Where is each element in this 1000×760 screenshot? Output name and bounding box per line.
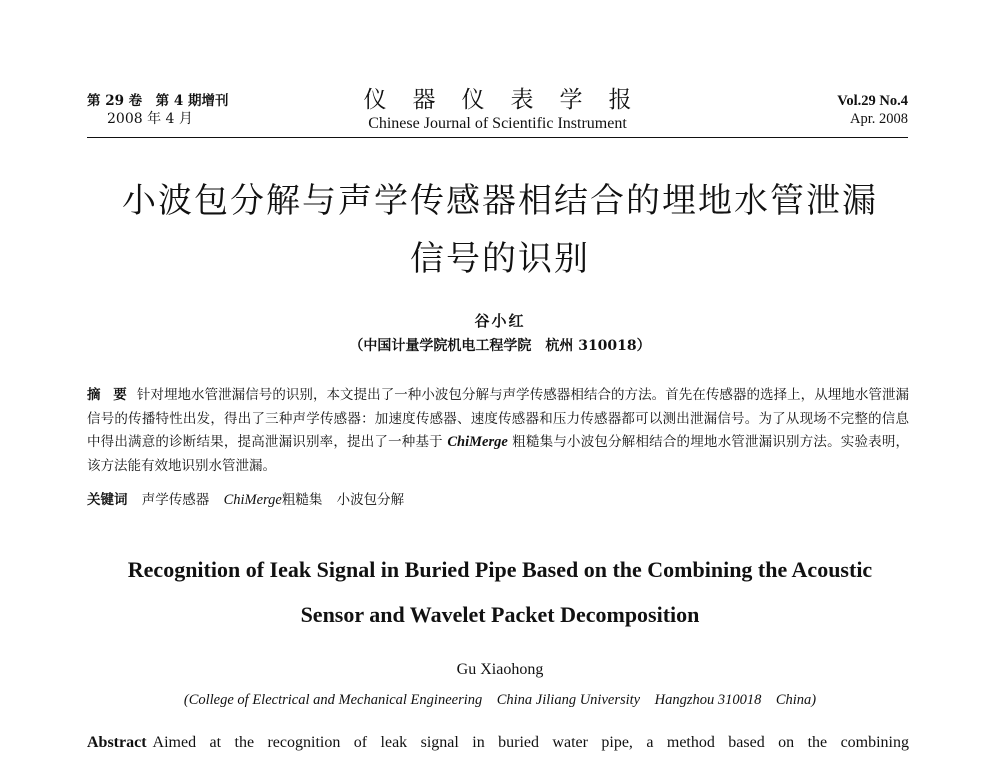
abstract-cn-label: 摘 要	[87, 387, 131, 403]
title-en-line1: Recognition of Ieak Signal in Buried Pipe Based on the Combining the Acoustic	[127, 557, 873, 582]
abstract-cn-text-1: 针对埋地水管泄漏信号的识别，本文提出了一种小波包分解与声学传感器相结合的方法。首先在传感器的选择上，从埋地水管泄漏信号的传播特性出发，得出了三种声学传感器：加速度传感器、速度传感器和压力传感器都可以测出泄漏信号。为了从现场不完整的信息中得出满意的诊断结果，提高泄漏识别率，提出了一种基于	[87, 387, 909, 450]
title-cn-line1: 小波包分解与声学传感器相结合的埋地水管泄漏	[122, 181, 878, 221]
volume-issue-cn: 第 29 卷 第 4 期增刊	[87, 93, 229, 109]
abstract-en-label: Abstract	[87, 734, 147, 751]
title-en-line2: Sensor and Wavelet Packet Decomposition	[300, 602, 700, 627]
journal-header	[87, 87, 908, 138]
keyword-1: 声学传感器	[141, 492, 210, 508]
keyword-2-term: ChiMerge	[223, 492, 282, 508]
title-cn	[60, 172, 940, 288]
keyword-3: 小波包分解	[336, 492, 405, 508]
volume-issue-en: Vol.29 No.4	[837, 93, 908, 109]
date-en: Apr. 2008	[850, 111, 908, 127]
author-cn: 谷小红	[474, 312, 526, 330]
title-en	[40, 547, 960, 637]
date-cn: 2008 年 4 月	[107, 111, 193, 127]
abstract-cn-term: ChiMerge	[447, 434, 508, 450]
abstract-cn	[87, 384, 909, 478]
author-en: Gu Xiaohong	[456, 661, 544, 678]
keywords-cn	[87, 490, 414, 510]
affiliation-cn: （中国计量学院机电工程学院 杭州 310018）	[349, 338, 651, 354]
journal-name-cn: 仪器仪表学报	[363, 87, 658, 113]
journal-name-en: Chinese Journal of Scientific Instrument	[368, 115, 627, 132]
header-right	[837, 92, 908, 128]
abstract-en-text: Aimed at the recognition of leak signal in buried water pipe, a method based on the combining	[152, 734, 909, 751]
abstract-cn-text-2: 粗糙集与小波包分解相结合的埋地水管泄漏识别方法。实验表明，该方法能有效地识别水管泄漏。	[87, 434, 910, 474]
keyword-2-rest: 粗糙集	[281, 492, 323, 508]
keywords-cn-label: 关键词	[87, 492, 128, 508]
header-rule	[87, 137, 908, 138]
keyword-2	[224, 492, 323, 508]
abstract-en	[87, 733, 909, 753]
header-center	[87, 86, 908, 134]
title-cn-line2: 信号的识别	[410, 239, 590, 279]
affiliation-en: (College of Electrical and Mechanical Engineering China Jiliang University Hangzhou 310018 China)	[183, 692, 817, 708]
